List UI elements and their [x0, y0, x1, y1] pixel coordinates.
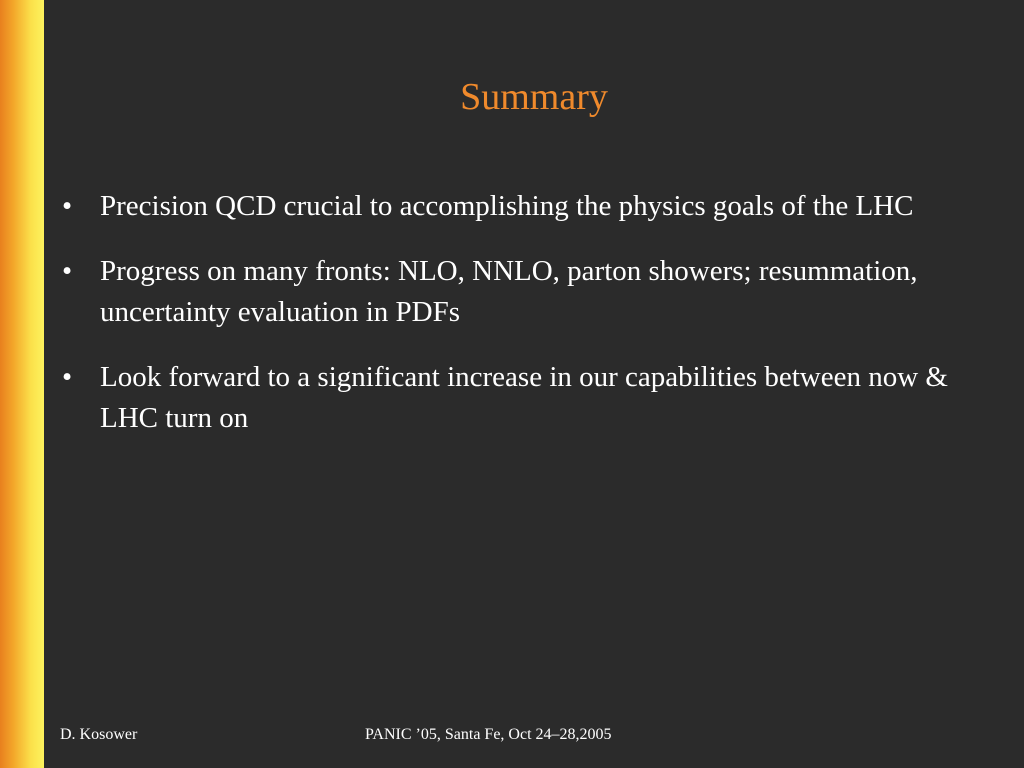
side-accent-stripe	[0, 0, 44, 768]
bullet-marker: •	[62, 361, 73, 393]
bullet-item	[58, 357, 970, 439]
bullet-item	[58, 251, 970, 333]
footer-event: PANIC ’05, Santa Fe, Oct 24–28,2005	[365, 726, 612, 743]
footer-author: D. Kosower	[60, 726, 138, 743]
bullet-text: Progress on many fronts: NLO, NNLO, parton showers; resummation, uncertainty evaluation in PDFs	[100, 255, 918, 328]
bullet-text: Look forward to a significant increase in our capabilities between now & LHC turn on	[100, 361, 948, 434]
bullet-marker: •	[62, 190, 73, 222]
bullet-item	[58, 186, 970, 227]
bullet-marker: •	[62, 255, 73, 287]
bullet-text: Precision QCD crucial to accomplishing the physics goals of the LHC	[100, 190, 914, 222]
bullet-list	[58, 186, 970, 463]
slide-title: Summary	[460, 76, 608, 118]
